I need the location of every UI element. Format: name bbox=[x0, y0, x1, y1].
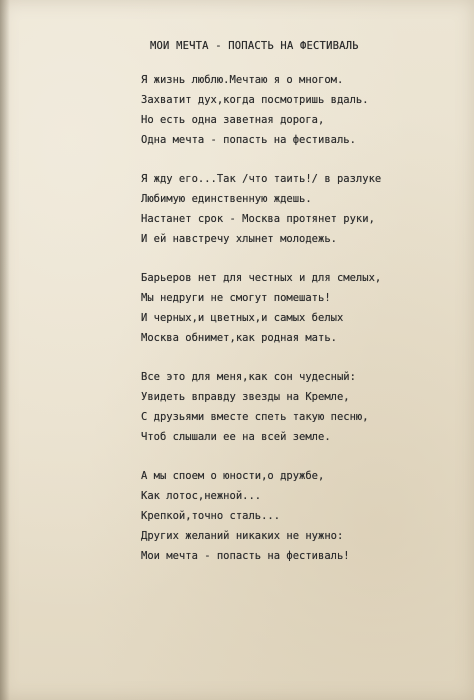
poem-line: Мои мечта - попасть на фестиваль! bbox=[141, 550, 350, 562]
poem-line: Я жизнь люблю.Мечтаю я о многом. bbox=[141, 74, 344, 86]
poem-title: МОИ МЕЧТА - ПОПАСТЬ НА ФЕСТИВАЛЬ bbox=[150, 40, 359, 52]
stanza-2 bbox=[141, 169, 461, 249]
poem-line: С друзьями вместе спеть такую песню, bbox=[141, 411, 369, 423]
poem-body bbox=[141, 70, 461, 585]
stanza-1 bbox=[141, 70, 461, 150]
poem-line: Настанет срок - Москва протянет руки, bbox=[141, 213, 375, 225]
poem-line: Барьеров нет для честных и для смелых, bbox=[141, 272, 382, 284]
poem-line: Чтоб слышали ее на всей земле. bbox=[141, 431, 331, 443]
poem-line: И ей навстречу хлынет молодежь. bbox=[141, 233, 337, 245]
poem-line: Одна мечта - попасть на фестиваль. bbox=[141, 134, 356, 146]
page-edge-shadow bbox=[0, 0, 10, 700]
poem-line: Я жду его...Так /что таить!/ в разлуке bbox=[141, 173, 382, 185]
poem-line: Захватит дух,когда посмотришь вдаль. bbox=[141, 94, 369, 106]
stanza-3 bbox=[141, 268, 461, 348]
poem-line: Как лотос,нежной... bbox=[141, 490, 262, 502]
poem-line: Но есть одна заветная дорога, bbox=[141, 114, 325, 126]
poem-line: Мы недруги не смогут помешать! bbox=[141, 292, 331, 304]
stanza-5 bbox=[141, 466, 461, 566]
poem-line: Москва обнимет,как родная мать. bbox=[141, 332, 337, 344]
poem-line: Любимую единственную ждешь. bbox=[141, 193, 312, 205]
poem-line: Других желаний никаких не нужно: bbox=[141, 530, 344, 542]
poem-line: Все это для меня,как сон чудесный: bbox=[141, 371, 356, 383]
stanza-4 bbox=[141, 367, 461, 447]
poem-line: А мы споем о юности,о дружбе, bbox=[141, 470, 325, 482]
poem-line: Увидеть вправду звезды на Кремле, bbox=[141, 391, 350, 403]
poem-line: Крепкой,точно сталь... bbox=[141, 510, 281, 522]
poem-line: И черных,и цветных,и самых белых bbox=[141, 312, 344, 324]
